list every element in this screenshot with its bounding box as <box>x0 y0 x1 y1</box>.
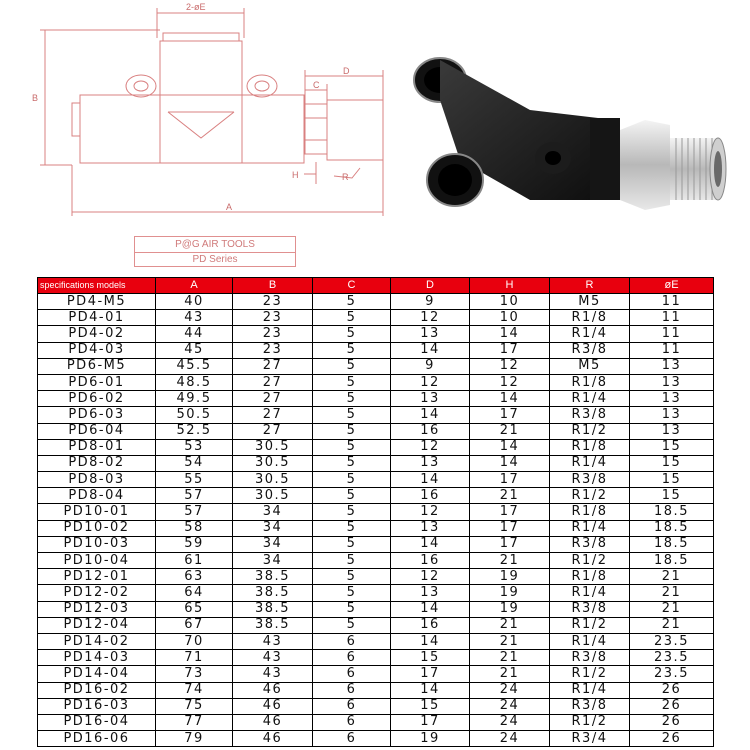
spec-cell: 5 <box>313 585 391 601</box>
spec-cell: 26 <box>630 698 714 714</box>
model-cell: PD12-03 <box>38 601 156 617</box>
spec-cell: 11 <box>630 310 714 326</box>
table-row <box>38 633 714 649</box>
fitting-drawing-svg <box>0 0 400 275</box>
spec-cell: 15 <box>630 455 714 471</box>
model-cell: PD8-02 <box>38 455 156 471</box>
spec-cell: 9 <box>391 294 470 310</box>
spec-cell: 14 <box>391 342 470 358</box>
spec-cell: R1/8 <box>550 374 630 390</box>
spec-cell: 15 <box>391 698 470 714</box>
spec-cell: 14 <box>391 601 470 617</box>
spec-cell: 10 <box>470 310 550 326</box>
table-row <box>38 504 714 520</box>
series-name: PD Series <box>192 254 238 265</box>
table-row <box>38 666 714 682</box>
dim-label-a: A <box>226 202 233 212</box>
model-cell: PD4-01 <box>38 310 156 326</box>
spec-cell: 5 <box>313 601 391 617</box>
spec-cell: 44 <box>156 326 233 342</box>
spec-cell: 5 <box>313 342 391 358</box>
spec-cell: 17 <box>391 666 470 682</box>
spec-cell: 43 <box>156 310 233 326</box>
spec-cell: 43 <box>233 650 313 666</box>
dim-label-r: R <box>342 172 349 182</box>
model-cell: PD12-02 <box>38 585 156 601</box>
spec-cell: 26 <box>630 682 714 698</box>
spec-cell: 13 <box>391 391 470 407</box>
spec-cell: M5 <box>550 358 630 374</box>
spec-cell: 21 <box>470 633 550 649</box>
spec-cell: 21 <box>630 601 714 617</box>
spec-cell: 6 <box>313 633 391 649</box>
table-row <box>38 569 714 585</box>
spec-cell: 18.5 <box>630 536 714 552</box>
table-row <box>38 536 714 552</box>
spec-cell: 34 <box>233 553 313 569</box>
spec-cell: 11 <box>630 326 714 342</box>
table-body <box>38 294 714 747</box>
spec-cell: 5 <box>313 472 391 488</box>
spec-cell: R1/4 <box>550 585 630 601</box>
table-row <box>38 423 714 439</box>
spec-cell: R1/8 <box>550 310 630 326</box>
spec-cell: 34 <box>233 504 313 520</box>
spec-cell: 21 <box>470 488 550 504</box>
spec-cell: 5 <box>313 439 391 455</box>
spec-cell: 14 <box>391 633 470 649</box>
column-header: B <box>233 278 313 294</box>
dim-label-b: B <box>32 93 39 103</box>
spec-cell: 27 <box>233 374 313 390</box>
spec-cell: 57 <box>156 504 233 520</box>
spec-cell: 40 <box>156 294 233 310</box>
spec-cell: 30.5 <box>233 472 313 488</box>
spec-cell: 19 <box>470 601 550 617</box>
model-cell: PD16-03 <box>38 698 156 714</box>
spec-cell: 12 <box>391 374 470 390</box>
column-header: C <box>313 278 391 294</box>
spec-cell: 23 <box>233 326 313 342</box>
model-cell: PD14-04 <box>38 666 156 682</box>
spec-cell: 5 <box>313 488 391 504</box>
spec-cell: 16 <box>391 617 470 633</box>
model-cell: PD10-03 <box>38 536 156 552</box>
spec-cell: 16 <box>391 553 470 569</box>
spec-cell: R1/8 <box>550 569 630 585</box>
spec-cell: 13 <box>391 326 470 342</box>
spec-cell: 21 <box>470 650 550 666</box>
spec-cell: 17 <box>391 714 470 730</box>
table-row <box>38 617 714 633</box>
spec-cell: 5 <box>313 294 391 310</box>
table-row <box>38 553 714 569</box>
spec-cell: 38.5 <box>233 585 313 601</box>
spec-cell: 46 <box>233 731 313 747</box>
spec-cell: 5 <box>313 536 391 552</box>
spec-cell: 63 <box>156 569 233 585</box>
brand-name: P@G AIR TOOLS <box>135 237 295 253</box>
spec-cell: 46 <box>233 714 313 730</box>
spec-cell: 53 <box>156 439 233 455</box>
column-header: A <box>156 278 233 294</box>
model-cell: PD8-03 <box>38 472 156 488</box>
spec-cell: 12 <box>470 358 550 374</box>
spec-cell: 23 <box>233 310 313 326</box>
spec-cell: 24 <box>470 682 550 698</box>
spec-cell: 70 <box>156 633 233 649</box>
model-cell: PD16-02 <box>38 682 156 698</box>
spec-cell: 65 <box>156 601 233 617</box>
spec-cell: 5 <box>313 569 391 585</box>
spec-cell: 15 <box>630 488 714 504</box>
spec-cell: 5 <box>313 407 391 423</box>
spec-cell: R1/2 <box>550 488 630 504</box>
spec-cell: 17 <box>470 536 550 552</box>
spec-cell: 5 <box>313 455 391 471</box>
spec-cell: 18.5 <box>630 504 714 520</box>
spec-cell: R3/4 <box>550 731 630 747</box>
spec-cell: 18.5 <box>630 553 714 569</box>
spec-cell: 26 <box>630 731 714 747</box>
table-row <box>38 488 714 504</box>
spec-cell: 6 <box>313 698 391 714</box>
table-row <box>38 731 714 747</box>
model-cell: PD6-M5 <box>38 358 156 374</box>
spec-cell: R1/2 <box>550 666 630 682</box>
spec-cell: 46 <box>233 698 313 714</box>
spec-cell: 6 <box>313 714 391 730</box>
spec-cell: 5 <box>313 391 391 407</box>
table-row <box>38 601 714 617</box>
spec-cell: 27 <box>233 423 313 439</box>
spec-cell: R1/8 <box>550 504 630 520</box>
spec-cell: 27 <box>233 391 313 407</box>
dim-label-d: D <box>343 66 350 76</box>
table-row <box>38 391 714 407</box>
spec-cell: 30.5 <box>233 439 313 455</box>
spec-cell: 21 <box>630 569 714 585</box>
spec-cell: 43 <box>233 666 313 682</box>
spec-cell: 6 <box>313 731 391 747</box>
spec-cell: R3/8 <box>550 407 630 423</box>
spec-cell: R3/8 <box>550 536 630 552</box>
table-row <box>38 650 714 666</box>
model-cell: PD14-03 <box>38 650 156 666</box>
spec-cell: 26 <box>630 714 714 730</box>
spec-cell: 30.5 <box>233 455 313 471</box>
spec-cell: 14 <box>391 407 470 423</box>
table-row <box>38 358 714 374</box>
spec-cell: 19 <box>470 569 550 585</box>
model-cell: PD8-01 <box>38 439 156 455</box>
spec-cell: 73 <box>156 666 233 682</box>
spec-cell: 17 <box>470 472 550 488</box>
spec-cell: R1/4 <box>550 520 630 536</box>
spec-cell: 34 <box>233 536 313 552</box>
spec-cell: 52.5 <box>156 423 233 439</box>
spec-cell: 45.5 <box>156 358 233 374</box>
spec-cell: M5 <box>550 294 630 310</box>
spec-cell: R1/4 <box>550 391 630 407</box>
fitting-product-photo <box>400 0 750 275</box>
spec-cell: 24 <box>470 731 550 747</box>
table-row <box>38 682 714 698</box>
spec-cell: 14 <box>470 455 550 471</box>
spec-cell: 17 <box>470 504 550 520</box>
spec-cell: 5 <box>313 504 391 520</box>
spec-cell: 54 <box>156 455 233 471</box>
spec-cell: 38.5 <box>233 569 313 585</box>
spec-cell: 5 <box>313 520 391 536</box>
table-header-row <box>38 278 714 294</box>
spec-cell: 46 <box>233 682 313 698</box>
spec-cell: R1/2 <box>550 423 630 439</box>
model-cell: PD10-02 <box>38 520 156 536</box>
table-row <box>38 585 714 601</box>
spec-cell: 13 <box>630 391 714 407</box>
column-header: R <box>550 278 630 294</box>
spec-cell: 14 <box>470 439 550 455</box>
model-cell: PD14-02 <box>38 633 156 649</box>
table-row <box>38 455 714 471</box>
column-header: specifications models <box>38 278 156 294</box>
spec-cell: 13 <box>630 374 714 390</box>
spec-cell: 5 <box>313 374 391 390</box>
spec-cell: 14 <box>391 472 470 488</box>
spec-cell: 30.5 <box>233 488 313 504</box>
table-row <box>38 520 714 536</box>
spec-cell: 5 <box>313 310 391 326</box>
table-row <box>38 439 714 455</box>
spec-cell: 75 <box>156 698 233 714</box>
spec-cell: 21 <box>630 617 714 633</box>
spec-cell: 6 <box>313 666 391 682</box>
spec-cell: R1/4 <box>550 455 630 471</box>
spec-cell: R1/4 <box>550 682 630 698</box>
model-cell: PD8-04 <box>38 488 156 504</box>
spec-cell: 79 <box>156 731 233 747</box>
model-cell: PD10-04 <box>38 553 156 569</box>
spec-cell: 12 <box>391 569 470 585</box>
spec-cell: 9 <box>391 358 470 374</box>
spec-cell: 21 <box>470 666 550 682</box>
model-cell: PD4-02 <box>38 326 156 342</box>
spec-cell: 6 <box>313 682 391 698</box>
table-row <box>38 472 714 488</box>
table-row <box>38 714 714 730</box>
spec-cell: 57 <box>156 488 233 504</box>
spec-cell: 27 <box>233 407 313 423</box>
dim-label-c: C <box>313 80 320 90</box>
spec-cell: R3/8 <box>550 650 630 666</box>
spec-cell: R1/2 <box>550 617 630 633</box>
spec-cell: 71 <box>156 650 233 666</box>
spec-cell: 23.5 <box>630 633 714 649</box>
spec-cell: 45 <box>156 342 233 358</box>
spec-cell: 74 <box>156 682 233 698</box>
spec-cell: 24 <box>470 698 550 714</box>
spec-cell: 12 <box>391 310 470 326</box>
spec-cell: 23 <box>233 294 313 310</box>
spec-cell: 21 <box>630 585 714 601</box>
spec-cell: 11 <box>630 342 714 358</box>
spec-cell: R1/2 <box>550 714 630 730</box>
spec-cell: 59 <box>156 536 233 552</box>
spec-cell: 12 <box>391 439 470 455</box>
fitting-photo-svg <box>400 0 750 275</box>
spec-cell: 49.5 <box>156 391 233 407</box>
spec-cell: 19 <box>391 731 470 747</box>
spec-cell: 13 <box>391 585 470 601</box>
spec-cell: 14 <box>470 326 550 342</box>
spec-cell: 27 <box>233 358 313 374</box>
spec-cell: 21 <box>470 553 550 569</box>
spec-cell: 15 <box>391 650 470 666</box>
spec-cell: 13 <box>391 520 470 536</box>
table-row <box>38 374 714 390</box>
spec-cell: 58 <box>156 520 233 536</box>
spec-cell: 10 <box>470 294 550 310</box>
spec-cell: 5 <box>313 617 391 633</box>
spec-cell: 24 <box>470 714 550 730</box>
column-header: øE <box>630 278 714 294</box>
brand-box <box>134 236 296 267</box>
spec-cell: 38.5 <box>233 601 313 617</box>
spec-cell: R1/4 <box>550 633 630 649</box>
spec-cell: 5 <box>313 553 391 569</box>
specifications-table <box>37 277 714 747</box>
spec-cell: 43 <box>233 633 313 649</box>
spec-cell: 16 <box>391 488 470 504</box>
spec-cell: 13 <box>391 455 470 471</box>
spec-cell: 64 <box>156 585 233 601</box>
spec-cell: R1/8 <box>550 439 630 455</box>
model-cell: PD6-04 <box>38 423 156 439</box>
model-cell: PD12-01 <box>38 569 156 585</box>
spec-cell: 14 <box>391 682 470 698</box>
spec-cell: 77 <box>156 714 233 730</box>
spec-cell: 21 <box>470 617 550 633</box>
model-cell: PD6-03 <box>38 407 156 423</box>
spec-cell: 55 <box>156 472 233 488</box>
spec-cell: 15 <box>630 439 714 455</box>
table-row <box>38 342 714 358</box>
spec-cell: 13 <box>630 358 714 374</box>
spec-cell: 23 <box>233 342 313 358</box>
table-row <box>38 326 714 342</box>
spec-cell: R1/2 <box>550 553 630 569</box>
dim-label-h: H <box>292 170 299 180</box>
model-cell: PD6-02 <box>38 391 156 407</box>
spec-cell: R3/8 <box>550 698 630 714</box>
table-row <box>38 310 714 326</box>
spec-cell: 23.5 <box>630 650 714 666</box>
technical-drawing <box>0 0 400 275</box>
spec-cell: 50.5 <box>156 407 233 423</box>
model-cell: PD16-06 <box>38 731 156 747</box>
spec-cell: 5 <box>313 326 391 342</box>
model-cell: PD12-04 <box>38 617 156 633</box>
spec-cell: 48.5 <box>156 374 233 390</box>
model-cell: PD4-M5 <box>38 294 156 310</box>
spec-cell: 17 <box>470 407 550 423</box>
spec-cell: 12 <box>470 374 550 390</box>
spec-cell: 5 <box>313 358 391 374</box>
spec-cell: 23.5 <box>630 666 714 682</box>
model-cell: PD16-04 <box>38 714 156 730</box>
spec-cell: 21 <box>470 423 550 439</box>
spec-cell: 6 <box>313 650 391 666</box>
spec-cell: 12 <box>391 504 470 520</box>
spec-cell: 17 <box>470 520 550 536</box>
table-row <box>38 407 714 423</box>
spec-cell: R3/8 <box>550 601 630 617</box>
spec-cell: R3/8 <box>550 342 630 358</box>
spec-cell: 61 <box>156 553 233 569</box>
spec-cell: 5 <box>313 423 391 439</box>
spec-cell: 13 <box>630 407 714 423</box>
spec-cell: 67 <box>156 617 233 633</box>
column-header: D <box>391 278 470 294</box>
spec-cell: 16 <box>391 423 470 439</box>
spec-cell: 14 <box>391 536 470 552</box>
model-cell: PD10-01 <box>38 504 156 520</box>
spec-cell: 13 <box>630 423 714 439</box>
spec-cell: 34 <box>233 520 313 536</box>
model-cell: PD4-03 <box>38 342 156 358</box>
spec-cell: 11 <box>630 294 714 310</box>
spec-cell: 38.5 <box>233 617 313 633</box>
spec-cell: 15 <box>630 472 714 488</box>
spec-cell: 18.5 <box>630 520 714 536</box>
spec-cell: R1/4 <box>550 326 630 342</box>
spec-cell: 17 <box>470 342 550 358</box>
spec-cell: 19 <box>470 585 550 601</box>
model-cell: PD6-01 <box>38 374 156 390</box>
table-row <box>38 294 714 310</box>
dim-label-2e: 2-øE <box>186 2 206 12</box>
spec-cell: 14 <box>470 391 550 407</box>
spec-cell: R3/8 <box>550 472 630 488</box>
table-row <box>38 698 714 714</box>
column-header: H <box>470 278 550 294</box>
